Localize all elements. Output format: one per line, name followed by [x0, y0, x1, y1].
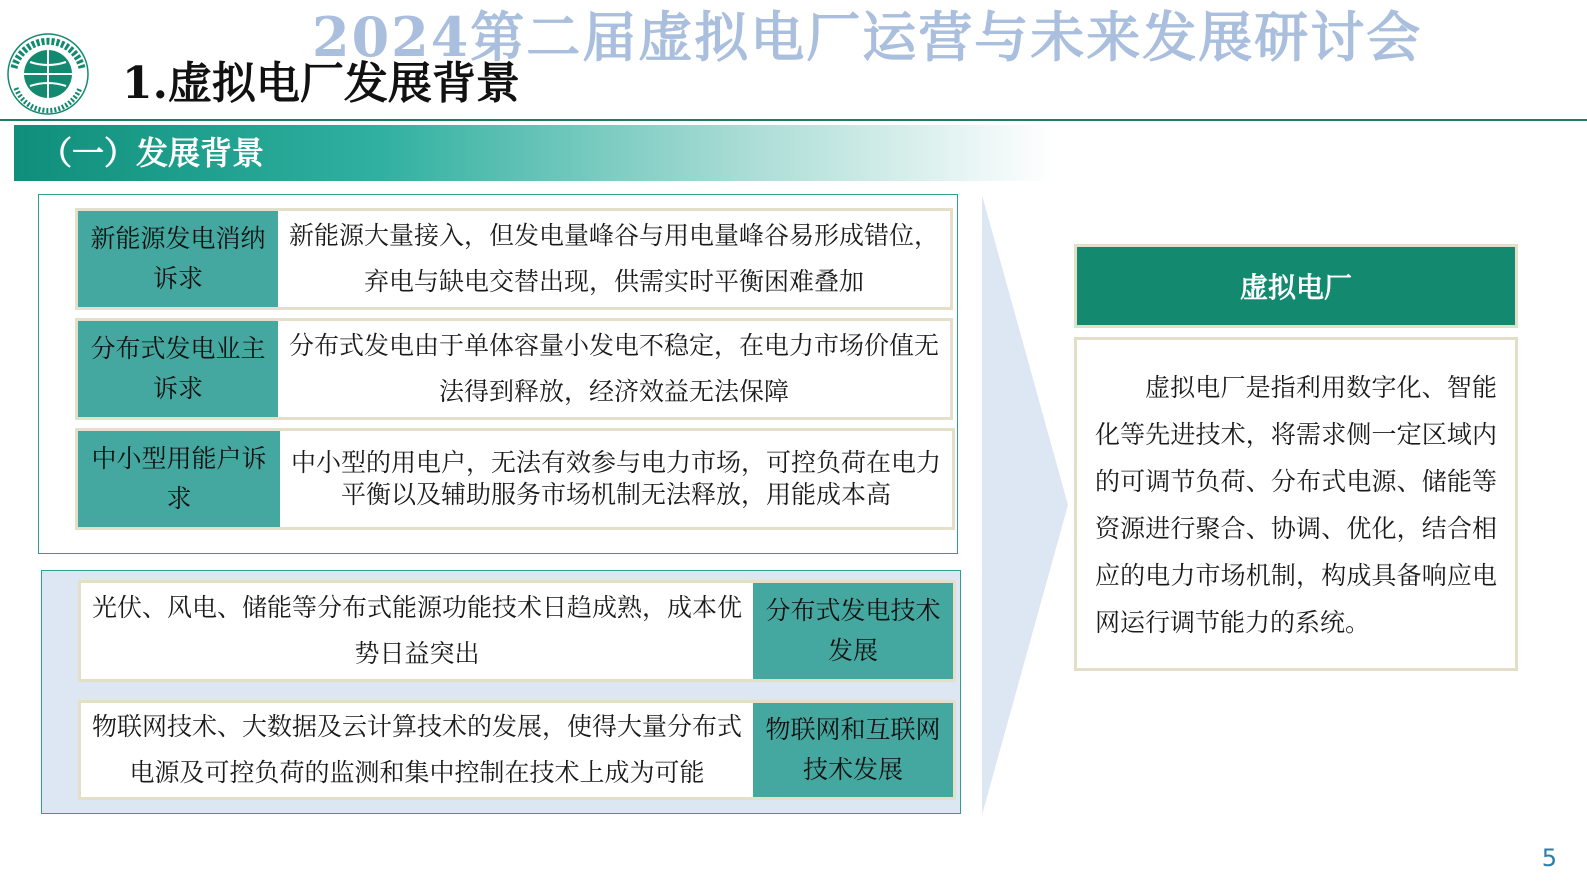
state-grid-logo: [4, 28, 92, 120]
section-banner: [14, 125, 1054, 181]
chevron-right-icon: [982, 195, 1072, 815]
demand-row: [75, 428, 955, 530]
page-number: 5: [1541, 844, 1557, 872]
technology-row: [78, 580, 956, 682]
technology-text: 光伏、风电、储能等分布式能源功能技术日趋成熟，成本优势日益突出: [81, 583, 753, 679]
section-title: （一）发展背景: [40, 134, 265, 172]
technology-row: [78, 700, 956, 800]
vpp-title: 虚拟电厂: [1074, 244, 1518, 328]
demand-row: [75, 208, 953, 310]
vpp-definition: 虚拟电厂是指利用数字化、智能化等先进技术，将需求侧一定区域内的可调节负荷、分布式电源、储能等资源进行聚合、协调、优化，结合相应的电力市场机制，构成具备响应电网运行调节能力的系统。: [1095, 373, 1497, 637]
demand-label: 分布式发电业主诉求: [78, 321, 278, 417]
demand-label: 新能源发电消纳诉求: [78, 211, 278, 307]
technology-label: 分布式发电技术发展: [753, 583, 953, 679]
technology-text: 物联网技术、大数据及云计算技术的发展，使得大量分布式电源及可控负荷的监测和集中控制在技术上成为可能: [81, 703, 753, 797]
demand-row: [75, 318, 953, 420]
page-title: 1.虚拟电厂发展背景: [122, 58, 520, 109]
demand-label: 中小型用能户诉求: [78, 431, 280, 527]
demand-text: 新能源大量接入，但发电量峰谷与用电量峰谷易形成错位，弃电与缺电交替出现，供需实时平衡困难叠加: [288, 221, 939, 296]
conference-title: 2024第二届虚拟电厂运营与未来发展研讨会: [312, 5, 1423, 69]
technology-label: 物联网和互联网技术发展: [753, 703, 953, 797]
header-divider: [0, 119, 1587, 121]
demand-text: 中小型的用电户，无法有效参与电力市场，可控负荷在电力平衡以及辅助服务市场机制无法释放，用能成本高: [290, 448, 941, 509]
vpp-definition-box: [1074, 337, 1518, 671]
demand-text: 分布式发电由于单体容量小发电不稳定，在电力市场价值无法得到释放，经济效益无法保障: [288, 331, 939, 406]
